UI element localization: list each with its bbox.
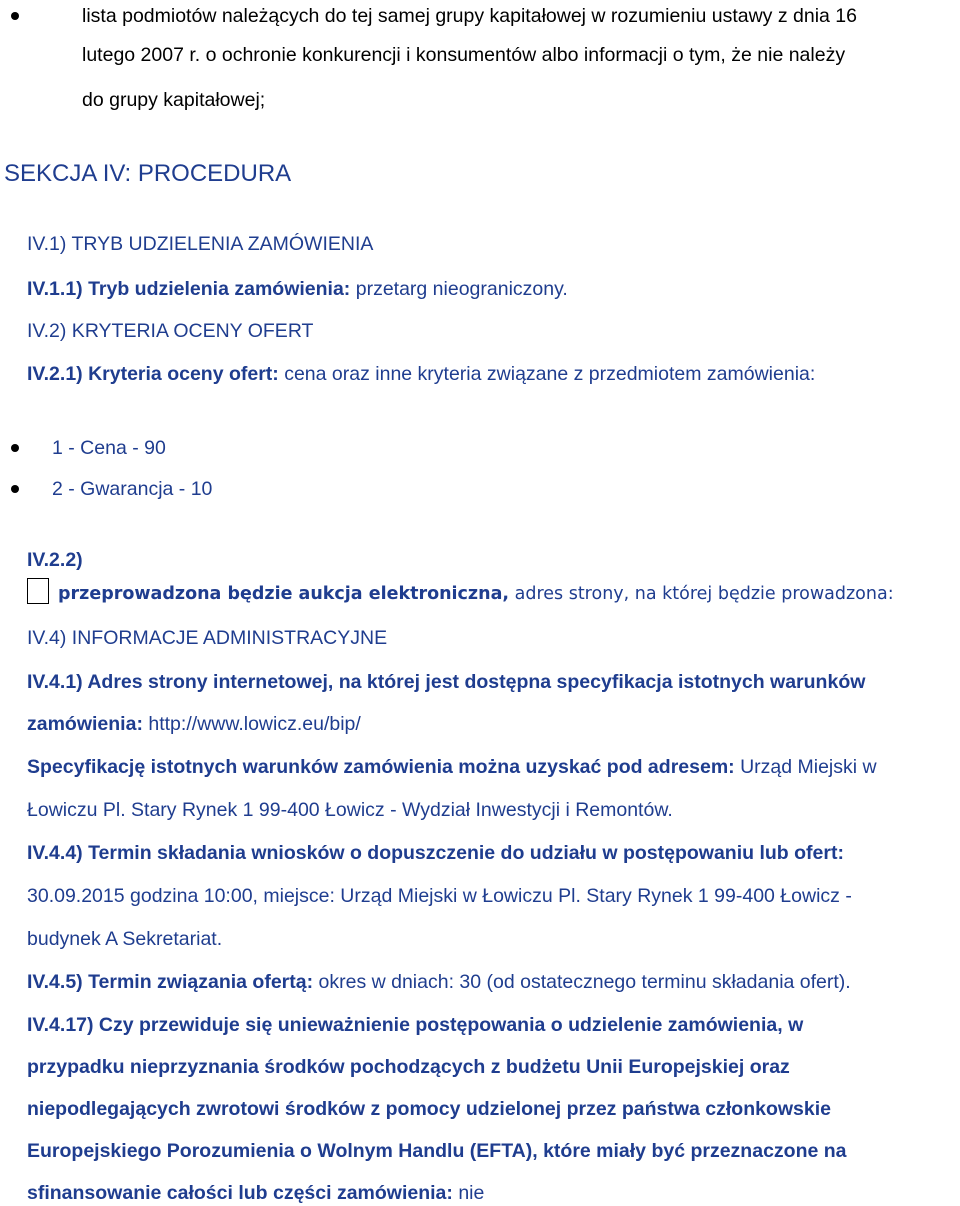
iv4-1-line-2: zamówienia: http://www.lowicz.eu/bip/ xyxy=(27,713,361,735)
iv4-5-row: IV.4.5) Termin związania ofertą: okres w dniach: 30 (od ostatecznego terminu składania ofert). xyxy=(27,971,851,993)
bullet-icon xyxy=(11,12,19,20)
iv4-17-line-4: Europejskiego Porozumienia o Wolnym Handlu (EFTA), które miały być przeznaczone na xyxy=(27,1140,847,1162)
auction-rest: adres strony, na której będzie prowadzona: xyxy=(509,584,894,604)
iv2-1-value: cena oraz inne kryteria związane z przedmiotem zamówienia: xyxy=(278,363,816,385)
criterion-1: 1 - Cena - 90 xyxy=(52,437,166,459)
bullet-icon xyxy=(11,444,19,452)
iv4-4-value-2: budynek A Sekretariat. xyxy=(27,928,223,950)
iv4-heading: IV.4) INFORMACJE ADMINISTRACYJNE xyxy=(27,627,388,649)
intro-line-3: do grupy kapitałowej; xyxy=(82,89,266,111)
intro-line-1: lista podmiotów należących do tej samej grupy kapitałowej w rozumieniu ustawy z dnia 16 xyxy=(82,5,857,27)
spec-line-1: Specyfikację istotnych warunków zamówienia można uzyskać pod adresem: Urząd Miejski w xyxy=(27,756,877,778)
intro-line-2: lutego 2007 r. o ochronie konkurencji i konsumentów albo informacji o tym, że nie należy xyxy=(82,44,846,66)
spec-line-2: Łowiczu Pl. Stary Rynek 1 99-400 Łowicz - Wydział Inwestycji i Remontów. xyxy=(27,799,673,821)
iv4-17-line-1: IV.4.17) Czy przewiduje się unieważnienie postępowania o udzielenie zamówienia, w xyxy=(27,1014,804,1036)
iv1-1-value: przetarg nieograniczony. xyxy=(350,278,568,300)
auction-row xyxy=(58,582,894,606)
iv1-1-label: IV.1.1) Tryb udzielenia zamówienia: xyxy=(27,278,351,300)
iv2-1-row xyxy=(27,362,815,386)
auction-bold: przeprowadzona będzie aukcja elektroniczna, xyxy=(58,584,510,604)
bip-url[interactable]: http://www.lowicz.eu/bip/ xyxy=(142,713,361,735)
iv4-1-line-1: IV.4.1) Adres strony internetowej, na której jest dostępna specyfikacja istotnych warunków xyxy=(27,671,866,693)
iv2-heading: IV.2) KRYTERIA OCENY OFERT xyxy=(27,320,314,342)
iv4-17-line-2: przypadku nieprzyznania środków pochodzących z budżetu Unii Europejskiej oraz xyxy=(27,1056,790,1078)
iv2-2-label: IV.2.2) xyxy=(27,549,83,571)
iv4-4-value-1: 30.09.2015 godzina 10:00, miejsce: Urząd Miejski w Łowiczu Pl. Stary Rynek 1 99-400 Łowicz - xyxy=(27,885,852,907)
section-title: SEKCJA IV: PROCEDURA xyxy=(4,160,292,187)
iv2-1-label: IV.2.1) Kryteria oceny ofert: xyxy=(27,363,279,385)
iv1-1-row xyxy=(27,277,568,301)
iv1-heading: IV.1) TRYB UDZIELENIA ZAMÓWIENIA xyxy=(27,233,374,255)
bullet-icon xyxy=(11,485,19,493)
criterion-2: 2 - Gwarancja - 10 xyxy=(52,478,213,500)
iv4-4-label: IV.4.4) Termin składania wniosków o dopuszczenie do udziału w postępowaniu lub ofert: xyxy=(27,842,844,864)
iv4-17-line-3: niepodlegających zwrotowi środków z pomocy udzielonej przez państwa członkowskie xyxy=(27,1098,831,1120)
auction-checkbox[interactable] xyxy=(27,578,49,604)
iv4-17-line-5: sfinansowanie całości lub części zamówienia: nie xyxy=(27,1182,485,1204)
